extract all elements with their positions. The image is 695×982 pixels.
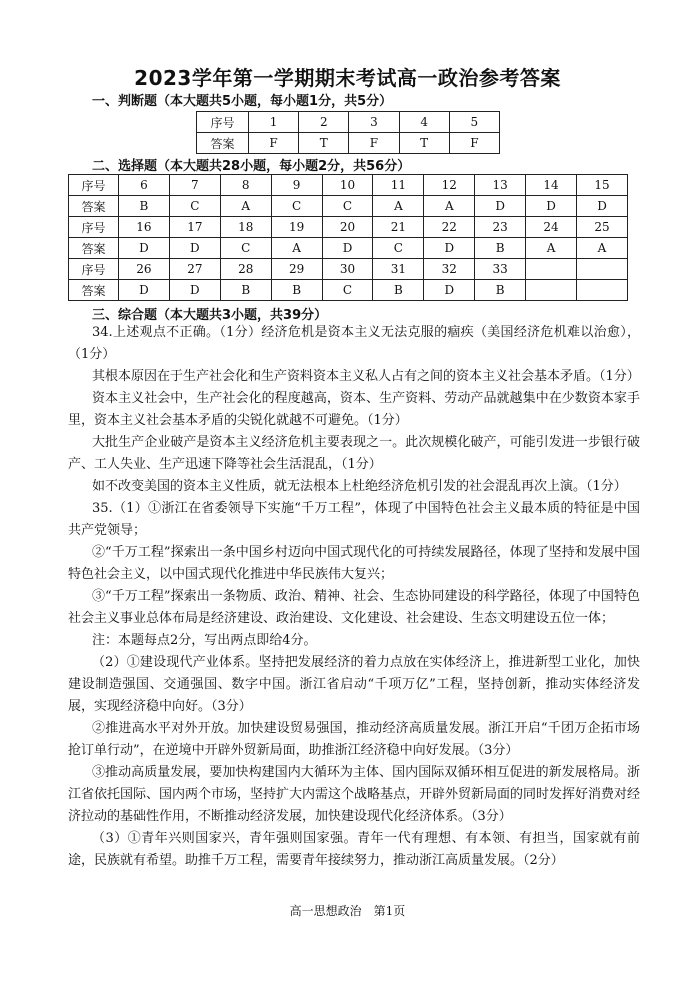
table-cell: D <box>169 238 220 259</box>
table-cell: B <box>475 280 526 301</box>
table-row <box>69 259 628 280</box>
table-cell: B <box>475 238 526 259</box>
table-cell: C <box>169 196 220 217</box>
row-label: 答案 <box>69 280 119 301</box>
table-cell: A <box>424 196 475 217</box>
table-row <box>69 217 628 238</box>
table-cell: F <box>449 133 499 154</box>
table-cell: 18 <box>220 217 271 238</box>
table-cell: A <box>373 196 424 217</box>
table-cell: A <box>577 238 628 259</box>
table-cell: D <box>169 280 220 301</box>
table-cell: C <box>271 196 322 217</box>
table-cell: D <box>322 238 373 259</box>
table-cell: 33 <box>475 259 526 280</box>
row-label: 序号 <box>69 175 119 196</box>
table-row <box>69 196 628 217</box>
page-footer: 高一思想政治 第1页 <box>289 904 406 918</box>
row-label: 序号 <box>69 217 119 238</box>
table-cell: D <box>475 196 526 217</box>
table-cell: C <box>373 238 424 259</box>
choice-table <box>68 174 628 301</box>
table-cell: 22 <box>424 217 475 238</box>
table-cell: 23 <box>475 217 526 238</box>
table-cell: D <box>119 238 170 259</box>
section2-heading: 二、选择题（本大题共28小题，每小题2分，共56分） <box>92 159 411 174</box>
table-cell: 28 <box>220 259 271 280</box>
table-cell: 1 <box>249 112 299 133</box>
row-label: 答案 <box>69 238 119 259</box>
table-cell: 3 <box>349 112 399 133</box>
row-label: 序号 <box>197 112 249 133</box>
answer-paragraph: ②“千万工程”探索出一条中国乡村迈向中国式现代化的可持续发展路径，体现了坚持和发展中国特色社会主义，以中国式现代化推进中华民族伟大复兴； <box>68 545 640 582</box>
table-row <box>69 238 628 259</box>
answer-paragraph: ③“千万工程”探索出一条物质、政治、精神、社会、生态协同建设的科学路径，体现了中国特色社会主义事业总体布局是经济建设、政治建设、文化建设、社会建设、生态文明建设五位一体； <box>68 589 640 626</box>
table-cell: 11 <box>373 175 424 196</box>
table-cell: C <box>220 238 271 259</box>
table-cell: A <box>271 238 322 259</box>
table-cell: B <box>271 280 322 301</box>
table-cell: 24 <box>526 217 577 238</box>
table-row <box>69 175 628 196</box>
table-cell: 30 <box>322 259 373 280</box>
answer-paragraph: 资本主义社会中，生产社会化的程度越高，资本、生产资料、劳动产品就越集中在少数资本家手里，资本主义社会基本矛盾的尖锐化就越不可避免。（1分） <box>68 391 640 428</box>
answer-paragraph: ③推动高质量发展，要加快构建国内大循环为主体、国内国际双循环相互促进的新发展格局。浙江省依托国际、国内两个市场，坚持扩大内需这个战略基点，开辟外贸新局面的同时发挥好消费对经济拉动的基础性作用，不断推动经济发展，加快建设现代化经济体系。（3分） <box>68 765 641 824</box>
table-cell: T <box>299 133 349 154</box>
table-cell: 10 <box>322 175 373 196</box>
table-cell: T <box>399 133 449 154</box>
table-cell: 9 <box>271 175 322 196</box>
answer-paragraph: （3）①青年兴则国家兴，青年强则国家强。青年一代有理想、有本领、有担当，国家就有前途，民族就有希望。助推千万工程，需要青年接续努力，推动浙江高质量发展。（2分） <box>68 831 640 868</box>
answer-paragraph: ②推进高水平对外开放。加快建设贸易强国，推动经济高质量发展。浙江开启“千团万企拓市场抢订单行动”，在逆境中开辟外贸新局面，助推浙江经济稳中向好发展。（3分） <box>68 721 640 758</box>
section1-heading: 一、判断题（本大题共5小题，每小题1分，共5分） <box>92 94 393 109</box>
section3-heading: 三、综合题（本大题共3小题，共39分） <box>92 308 328 323</box>
table-cell: B <box>220 280 271 301</box>
table-cell: A <box>526 238 577 259</box>
answer-paragraph: 其根本原因在于生产社会化和生产资料资本主义私人占有之间的资本主义社会基本矛盾。（1分） <box>92 369 640 384</box>
table-cell: F <box>349 133 399 154</box>
table-cell: D <box>424 238 475 259</box>
table-cell: 16 <box>119 217 170 238</box>
answer-paragraph: 34.上述观点不正确。（1分）经济危机是资本主义无法克服的痼疾（美国经济危机难以治愈），（1分） <box>68 325 640 362</box>
table-cell: 6 <box>119 175 170 196</box>
answer-paragraph: 如不改变美国的资本主义性质，就无法根本上杜绝经济危机引发的社会混乱再次上演。（1分） <box>92 479 627 494</box>
table-cell <box>577 280 628 301</box>
table-cell: 7 <box>169 175 220 196</box>
answer-paragraph: （2）①建设现代产业体系。坚持把发展经济的着力点放在实体经济上，推进新型工业化，加快建设制造强国、交通强国、数字中国。浙江省启动“千项万亿”工程，坚持创新，推动实体经济发展，实现经济稳中向好。（3分） <box>68 655 640 714</box>
table-cell: 2 <box>299 112 349 133</box>
answer-body <box>68 322 640 872</box>
table-cell: 8 <box>220 175 271 196</box>
table-cell: D <box>526 196 577 217</box>
table-cell <box>526 280 577 301</box>
table-cell: 5 <box>449 112 499 133</box>
table-cell: B <box>373 280 424 301</box>
table-cell: 29 <box>271 259 322 280</box>
table-cell: D <box>577 196 628 217</box>
table-row <box>197 133 500 154</box>
table-cell: 31 <box>373 259 424 280</box>
table-cell: 4 <box>399 112 449 133</box>
table-cell: 25 <box>577 217 628 238</box>
table-cell: A <box>220 196 271 217</box>
table-cell: 12 <box>424 175 475 196</box>
answer-paragraph: 大批生产企业破产是资本主义经济危机主要表现之一。此次规模化破产，可能引发进一步银行破产、工人失业、生产迅速下降等社会生活混乱，（1分） <box>68 435 640 472</box>
table-cell: 21 <box>373 217 424 238</box>
page-title: 2023学年第一学期期末考试高一政治参考答案 <box>134 66 561 90</box>
table-cell: C <box>322 280 373 301</box>
table-cell: 13 <box>475 175 526 196</box>
table-cell <box>577 259 628 280</box>
row-label: 答案 <box>197 133 249 154</box>
row-label: 序号 <box>69 259 119 280</box>
table-cell: 15 <box>577 175 628 196</box>
row-label: 答案 <box>69 196 119 217</box>
answer-paragraph: 注：本题每点2分，写出两点即给4分。 <box>92 633 317 648</box>
table-cell: 27 <box>169 259 220 280</box>
table-cell: 20 <box>322 217 373 238</box>
judgment-table <box>196 111 500 154</box>
table-row <box>197 112 500 133</box>
table-cell: D <box>119 280 170 301</box>
table-row <box>69 280 628 301</box>
table-cell: C <box>322 196 373 217</box>
table-cell: 32 <box>424 259 475 280</box>
table-cell: F <box>249 133 299 154</box>
table-cell: 26 <box>119 259 170 280</box>
table-cell <box>526 259 577 280</box>
table-cell: D <box>424 280 475 301</box>
table-cell: B <box>119 196 170 217</box>
answer-paragraph: 35.（1）①浙江在省委领导下实施“千万工程”，体现了中国特色社会主义最本质的特征是中国共产党领导； <box>68 501 640 538</box>
table-cell: 14 <box>526 175 577 196</box>
table-cell: 19 <box>271 217 322 238</box>
table-cell: 17 <box>169 217 220 238</box>
